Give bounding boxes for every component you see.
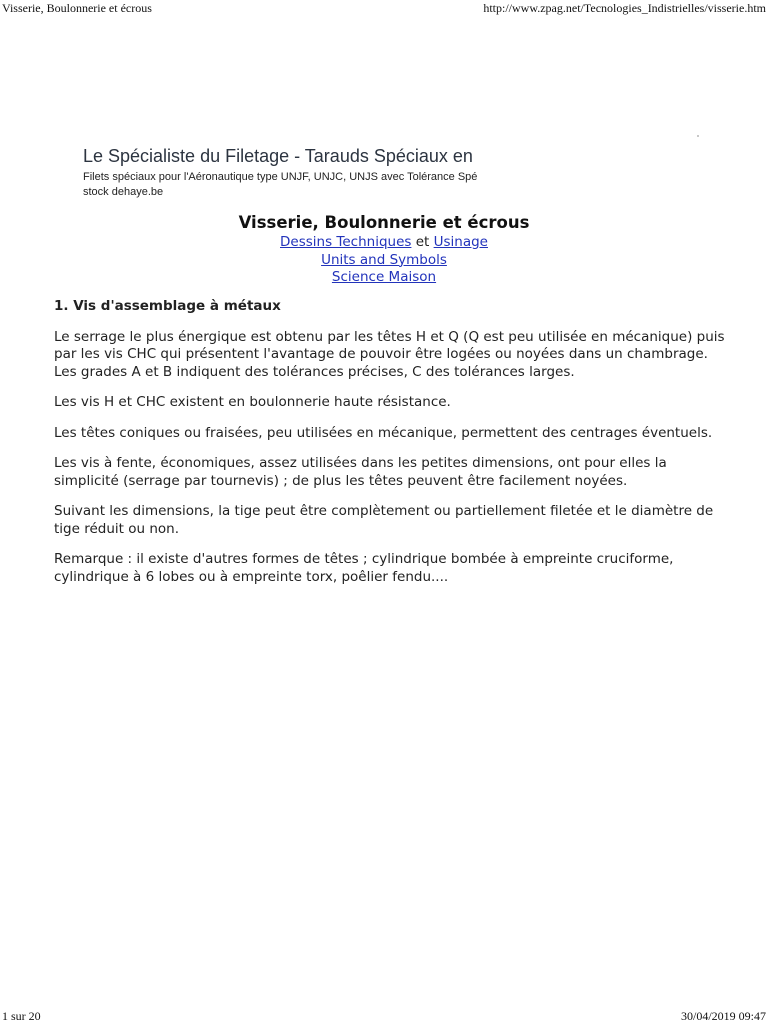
ad-title-link[interactable]: Le Spécialiste du Filetage - Tarauds Spéciaux en <box>83 146 473 166</box>
ad-description: Filets spéciaux pour l'Aéronautique type UNJF, UNJC, UNJS avec Tolérance Spé <box>83 171 478 183</box>
section-heading: 1. Vis d'assemblage à métaux <box>54 298 281 314</box>
ad-choices-dot <box>697 135 699 137</box>
print-footer-timestamp: 30/04/2019 09:47 <box>680 1009 766 1023</box>
paragraph-haute-resistance: Les vis H et CHC existent en boulonnerie haute résistance. <box>54 394 451 410</box>
print-header-url: http://www.zpag.net/Tecnologies_Indistrielles/visserie.htm <box>483 1 766 15</box>
title-block <box>0 212 768 287</box>
paragraph-vis-fente: Les vis à fente, économiques, assez utilisées dans les petites dimensions, ont pour elles la simplicité (serrage par tournevis) ; de plus les têtes peuvent être facilement noyées. <box>54 455 667 489</box>
link-usinage[interactable]: Usinage <box>433 234 488 250</box>
ad-banner[interactable] <box>83 144 488 200</box>
print-header-title: Visserie, Boulonnerie et écrous <box>2 1 152 15</box>
paragraph-tige: Suivant les dimensions, la tige peut être complètement ou partiellement filetée et le diamètre de tige réduit ou non. <box>54 503 714 537</box>
page-title: Visserie, Boulonnerie et écrous <box>238 213 530 232</box>
nav-separator-et: et <box>411 234 434 250</box>
nav-line-1 <box>0 234 768 252</box>
link-units-and-symbols[interactable]: Units and Symbols <box>321 251 447 268</box>
ad-domain: stock dehaye.be <box>83 186 164 198</box>
paragraph-remarque: Remarque : il existe d'autres formes de têtes ; cylindrique bombée à empreinte cruciforme, cylindrique à 6 lobes ou à empreinte torx, poêlier fendu.... <box>54 551 674 585</box>
paragraph-tetes-coniques: Les têtes coniques ou fraisées, peu utilisées en mécanique, permettent des centrages éventuels. <box>54 424 713 441</box>
nav-line-2 <box>0 252 768 270</box>
main-content <box>54 298 734 599</box>
paragraph-serrage: Le serrage le plus énergique est obtenu par les têtes H et Q (Q est peu utilisée en mécanique) puis par les vis CHC qui présentent l'avantage de pouvoir être logées ou noyées dans un chambrage. Les grades A et B indiquent des tolérances précises, C des tolérances larges. <box>54 328 725 380</box>
link-dessins-techniques[interactable]: Dessins Techniques <box>280 234 412 250</box>
nav-line-3 <box>0 269 768 287</box>
link-science-maison[interactable]: Science Maison <box>331 269 437 285</box>
print-footer-page-count: 1 sur 20 <box>2 1009 41 1023</box>
